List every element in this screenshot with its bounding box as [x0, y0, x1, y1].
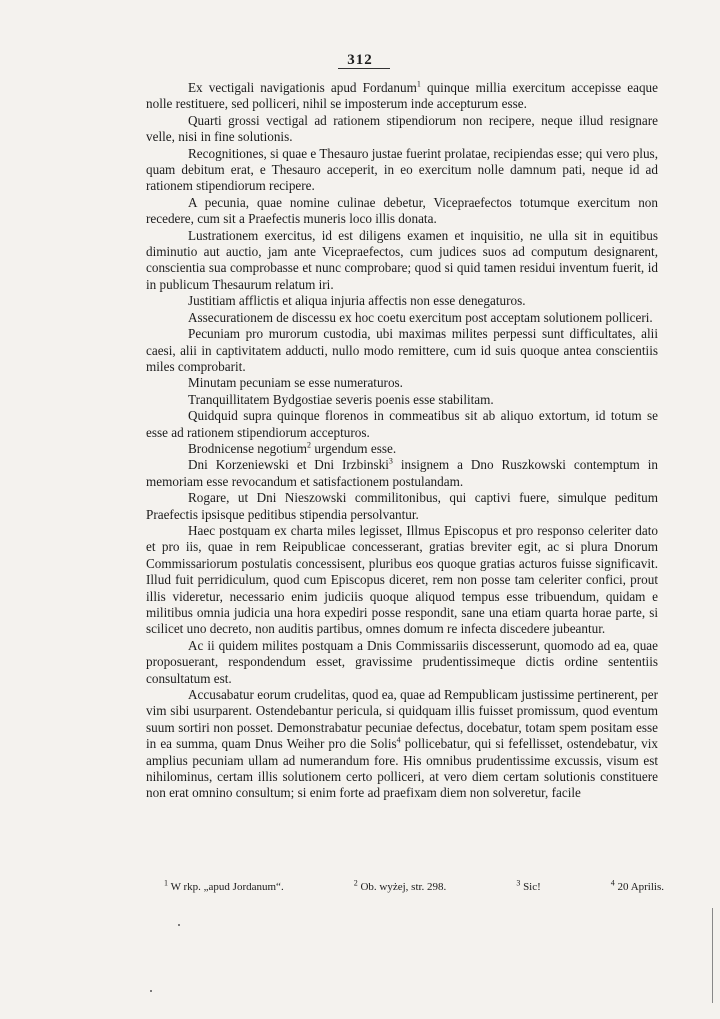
footnote-marker: 4: [396, 735, 401, 745]
paragraph: [146, 228, 658, 294]
paragraph-text: Assecurationem de discessu ex hoc coetu exercitum post acceptam solutionem polliceri.: [188, 309, 653, 325]
paragraph-text: Quarti grossi vectigal ad rationem stipendiorum non recipere, neque illud resignare velle, nisi in fine solutionis.: [146, 112, 658, 145]
footnote-marker: 1: [164, 878, 168, 888]
paragraph: [146, 326, 658, 375]
footnote-marker: 2: [307, 440, 312, 450]
paragraph-text: Ex vectigali navigationis apud Fordanum: [188, 80, 417, 95]
paragraph-text: Pecuniam pro murorum custodia, ubi maximas milites perpessi sunt difficultates, alii caesi, alii in captivitatem adducti, nullo modo remittere, cum id suis quoque antea conscientiis miles comprobarit.: [146, 326, 658, 374]
paragraph-text: Brodnicense negotium: [188, 440, 308, 456]
paragraph-text: Ac ii quidem milites postquam a Dnis Commissariis discesserunt, quomodo ad ea, quae proposuerant, respondendum esset, gravissime prudentissimeque dictis ordine sententiis consultatum est.: [146, 637, 658, 686]
scan-speck: [150, 990, 152, 992]
footnote-text: Sic!: [523, 881, 541, 893]
scan-edge-line: [712, 908, 713, 1003]
paragraph: [146, 638, 658, 687]
footnote: [354, 880, 447, 894]
paragraph-text: Dni Korzeniewski et Dni Irzbinski: [188, 457, 389, 473]
paragraph: [146, 195, 658, 228]
paragraph: [146, 523, 658, 638]
footnote-marker: 3: [516, 878, 521, 888]
paragraph: [146, 441, 658, 457]
paragraph: [146, 375, 658, 391]
footnote-marker: 4: [610, 878, 615, 888]
paragraph-text: Justitiam afflictis et aliqua injuria affectis non esse denegaturos.: [188, 293, 526, 309]
paragraph-text: Accusabatur eorum crudelitas, quod ea, quae ad Rempublicam justissime pertinerent, per vim sibi usurparent. Ostendebantur pericula, si quidquam illis fuisset promissum, quod eventum suum sortiri non posset. Demonstrabatur pecuniae defectus, docebatur, totam spem positam esse in ea summa, quam Dnus Weiher pro die Solis: [146, 687, 658, 752]
page-number-rule: [338, 68, 390, 69]
paragraph: [146, 146, 658, 195]
paragraph: [146, 293, 658, 309]
page-number: 312: [347, 52, 373, 68]
paragraph-text: Haec postquam ex charta miles legisset, Illmus Episcopus et pro responso celeriter dato et pro iis, quae in rem Reipublicae concesserant, gratias breviter egit, ac si plura Dnorum Commissariorum postulatis concessisent, pluribus eos quoque gratias acturos fuisse significavit. Illud fuit perridiculum, quod cum Episcopus diceret, rem non posse tam celeriter confici, prout illis videretur, necessario enim judiciis quoque aliquod tempus esse tribuendum, quidam e militibus omnia judicia una hora expediri posse respondit, sane una etiam quarta horae parte, si scilicet uno decreto, non auditis partibus, omnes domum re infecta discedere jubeantur.: [146, 522, 658, 637]
paragraph: [146, 113, 658, 146]
paragraph-text: urgendum esse.: [311, 440, 397, 456]
paragraph-text: quinque millia exercitum accepisse eaque nolle restituere, sed polliceri, nihil se imposterum inde accepturum esse.: [146, 80, 658, 112]
footnote-marker: 2: [353, 878, 358, 888]
footnote: [611, 880, 664, 894]
paragraph-text: Recognitiones, si quae e Thesauro justae fuerint prolatae, recipiendas esse; qui vero plus, quam debitum erat, e Thesauro acceperit, in eo exercitum nolle damnum pati, neque id ad rationem stipendiorum recipere.: [146, 145, 658, 194]
paragraph: [146, 408, 658, 441]
paragraph: [146, 687, 658, 802]
paragraph: [146, 490, 658, 523]
footnote: [164, 880, 284, 894]
paragraph-text: Rogare, ut Dni Nieszowski commilitonibus, qui captivi fuere, simulque peditum Praefectis ipsisque peditibus stipendia persolvantur.: [146, 490, 658, 522]
footnote: [516, 880, 540, 894]
body-text: [146, 80, 658, 802]
footnote-marker: 3: [388, 456, 393, 466]
footnote-text: 20 Aprilis.: [617, 881, 664, 893]
paragraph: [146, 457, 658, 490]
footnote-text: Ob. wyżej, str. 298.: [360, 881, 447, 893]
paragraph: [146, 392, 658, 408]
paragraph: [146, 80, 658, 113]
paragraph-text: Minutam pecuniam se esse numeraturos.: [188, 375, 403, 391]
paragraph-text: Lustrationem exercitus, id est diligens examen et inquisitio, ne ulla sit in equitibus diminutio aut auctio, jam ante Vicepraefectos, cum judices suos ad computum designarent, conscientia sua comprobasse et nunc comprobare; quod si quid tamen residui inventum fuerit, id in publicum Thesaurum relatum iri.: [146, 227, 658, 292]
paragraph-text: pollicebatur, qui si fefellisset, ostendebatur, vix amplius pecuniam ullam ad numerandum fore. His omnibus prudentissime excussis, visum est nihilominus, certam illis solutionem certo polliceri, at vero diem certam solutionis constituere non erat omnino consultum; si enim forte ad praefixam diem non solveretur, facile: [146, 736, 658, 801]
paragraph: [146, 310, 658, 326]
paragraph-text: Tranquillitatem Bydgostiae severis poenis esse stabilitam.: [188, 391, 494, 407]
paragraph-text: A pecunia, quae nomine culinae debetur, Vicepraefectos totumque exercitum non recedere, cum sit a Praefectis muneris loco illis donata.: [146, 194, 658, 227]
footnotes: [164, 880, 664, 894]
paragraph-text: insignem a Dno Ruszkowski contemptum in memoriam esse revocandum et satisfactionem postulandam.: [146, 457, 658, 489]
footnote-marker: 1: [416, 79, 421, 89]
footnote-text: W rkp. „apud Jordanum“.: [170, 881, 284, 893]
scan-speck: [178, 924, 180, 926]
paragraph-text: Quidquid supra quinque florenos in commeatibus sit ab aliquo extortum, id totum se esse ad rationem stipendiorum accepturos.: [146, 408, 658, 440]
